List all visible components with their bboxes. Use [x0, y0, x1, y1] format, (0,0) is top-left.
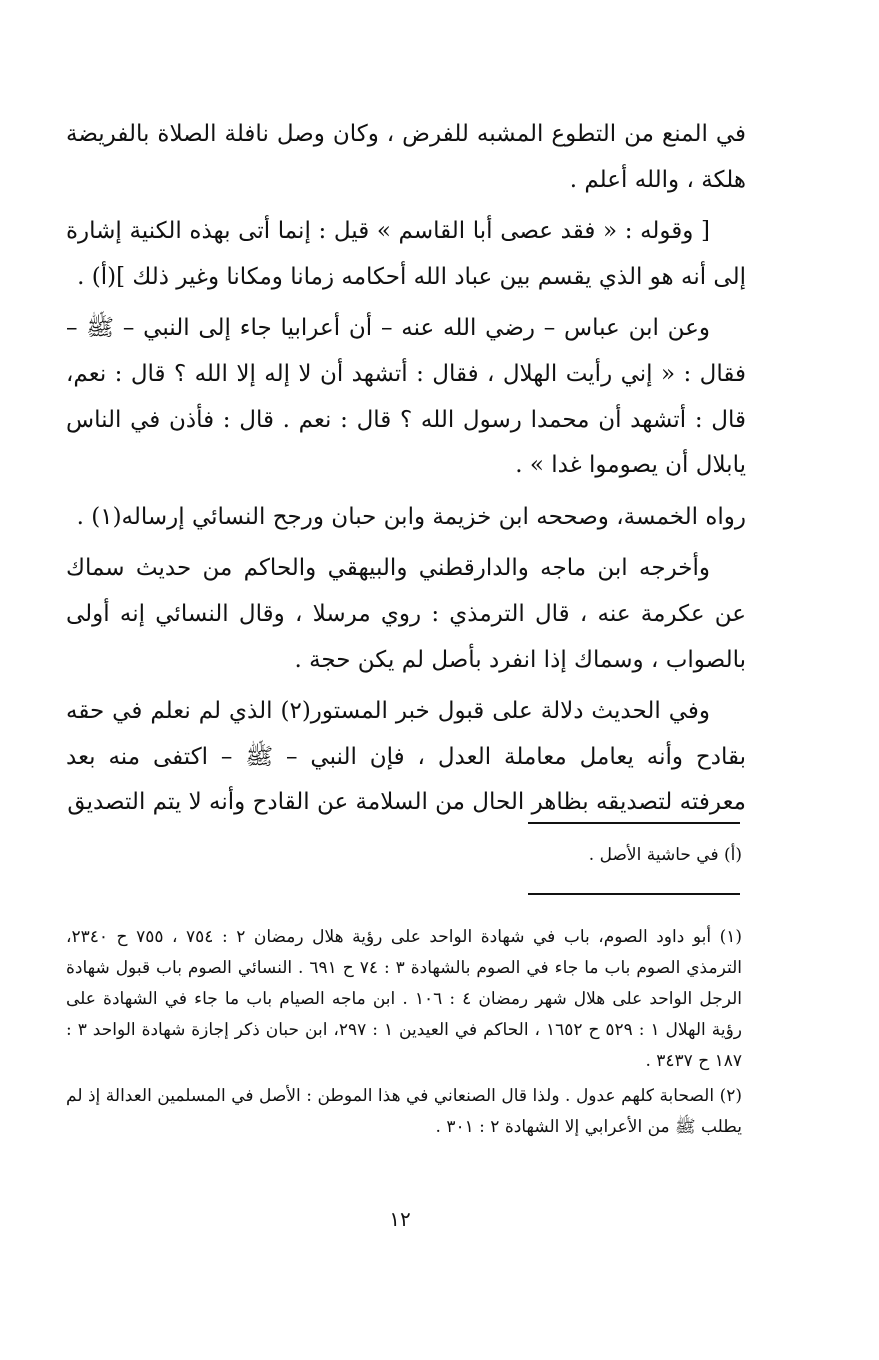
margin-note: (أ) في حاشية الأصل .: [588, 845, 742, 865]
footnote-1: (١) أبو داود الصوم، باب في شهادة الواحد على رؤية هلال رمضان ٢ : ٧٥٤ ، ٧٥٥ ح ٢٣٤٠، الترمذي الصوم باب ما جاء في الصوم بالشهادة ٣ : ٧٤ ح ٦٩١ . النسائي الصوم باب قبول شهادة الرجل الواحد على هلال شهر رمضان ٤ : ١٠٦ . ابن ماجه الصيام باب ما جاء في الشهادة على رؤية الهلال ١ : ٥٢٩ ح ١٦٥٢ ، الحاكم في العيدين ١ : ٢٩٧، ابن حبان ذكر إجازة شهادة الواحد ٣ : ١٨٧ ح ٣٤٣٧ .: [66, 927, 742, 1071]
main-text: [66, 112, 746, 826]
paragraph-5: وأخرجه ابن ماجه والدارقطني والبيهقي والحاكم من حديث سماك عن عكرمة عنه ، قال الترمذي : روي مرسلا ، وقال النسائي إنه أولى بالصواب ، وسماك إذا انفرد بأصل لم يكن حجة .: [66, 555, 746, 673]
paragraph-1: في المنع من التطوع المشبه للفرض ، وكان وصل نافلة الصلاة بالفريضة هلكة ، والله أعلم .: [66, 121, 746, 193]
paragraph-6: وفي الحديث دلالة على قبول خبر المستور(٢) الذي لم نعلم في حقه بقادح وأنه يعامل معاملة العدل ، فإن النبي – ﷺ – اكتفى منه بعد معرفته لتصديقه بظاهر الحال من السلامة عن القادح وأنه لا يتم التصديق: [66, 698, 746, 816]
footnote-divider: [528, 893, 740, 895]
paragraph-2: [ وقوله : « فقد عصى أبا القاسم » قيل : إنما أتى بهذه الكنية إشارة إلى أنه هو الذي يقسم بين عباد الله أحكامه زمانا ومكانا وغير ذلك ](أ) .: [66, 218, 746, 290]
footnotes: [66, 922, 742, 1147]
paragraph-4: رواه الخمسة، وصححه ابن خزيمة وابن حبان ورجح النسائي إرساله(١) .: [76, 503, 746, 530]
page-number: ١٢: [389, 1207, 411, 1231]
paragraph-3: وعن ابن عباس – رضي الله عنه – أن أعرابيا جاء إلى النبي – ﷺ – فقال : « إني رأيت الهلال ، فقال : أتشهد أن لا إله إلا الله ؟ قال : نعم، قال : أتشهد أن محمدا رسول الله ؟ قال : نعم . قال : فأذن في الناس يابلال أن يصوموا غدا » .: [66, 315, 746, 479]
footnote-2: (٢) الصحابة كلهم عدول . ولذا قال الصنعاني في هذا الموطن : الأصل في المسلمين العدالة إذ لم يطلب ﷺ من الأعرابي إلا الشهادة ٢ : ٣٠١ .: [66, 1086, 742, 1137]
note-divider: [528, 822, 740, 824]
